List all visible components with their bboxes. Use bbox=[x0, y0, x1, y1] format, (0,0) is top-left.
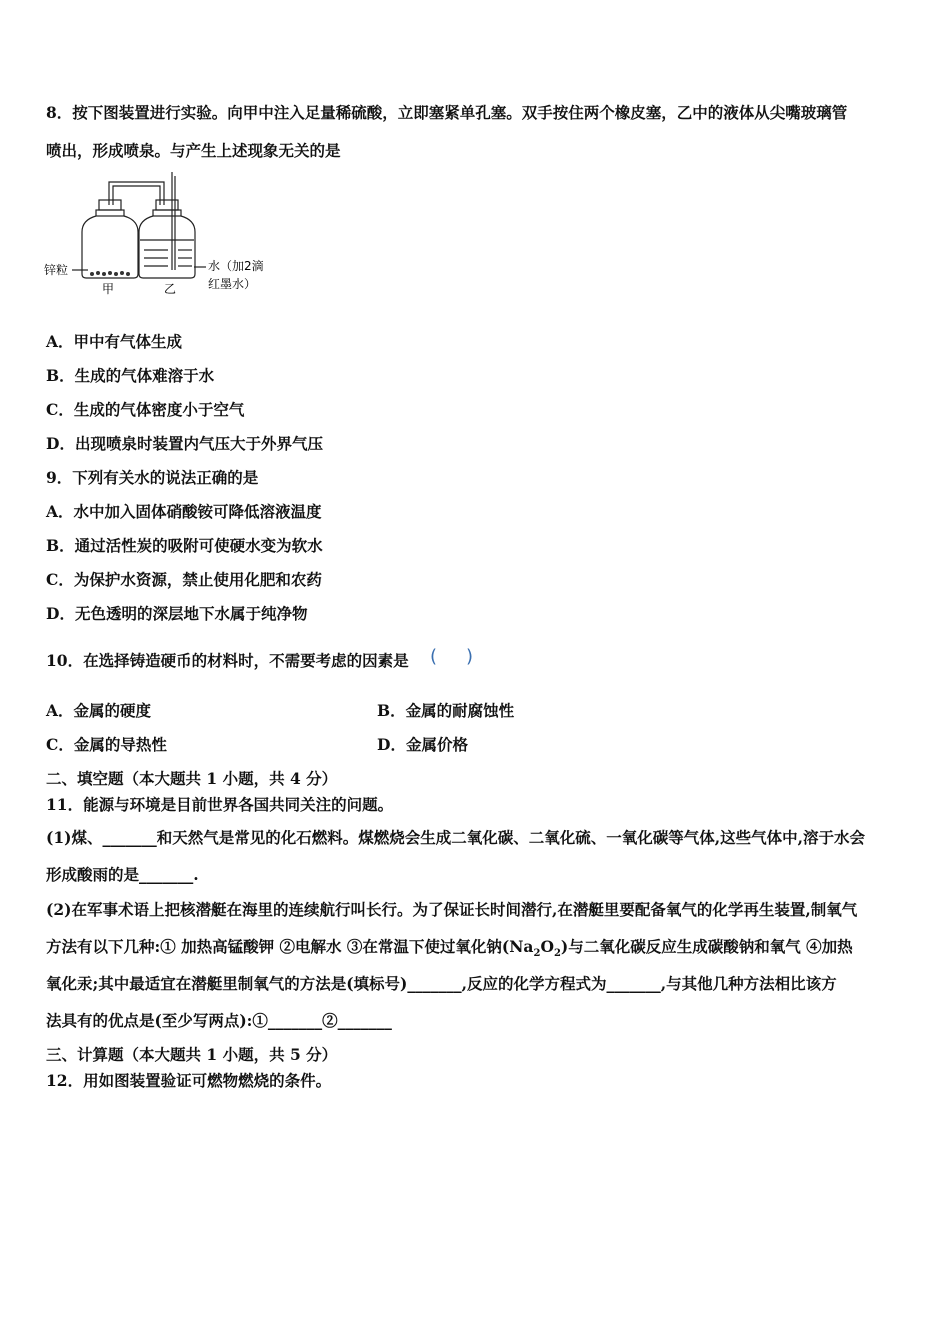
q11-part2-line1: (2)在军事术语上把核潜艇在海里的连续航行叫长行。为了保证长时间潜行,在潜艇里要配备氧气的化学再生装置,制氧气 bbox=[46, 900, 858, 919]
q8-apparatus-figure bbox=[44, 170, 284, 298]
q8-option-d: D．出现喷泉时装置内气压大于外界气压 bbox=[46, 434, 323, 453]
q11-part2-line2-b: )与二氧化碳反应生成碳酸钠和氧气 ④加热 bbox=[560, 937, 853, 956]
q11-part2-line2-a: 方法有以下几种:① 加热高锰酸钾 ②电解水 ③在常温下使过氧化钠(Na bbox=[46, 937, 534, 956]
label-water-2: 红墨水） bbox=[208, 277, 257, 291]
q10-stem: 10．在选择铸造硬币的材料时，不需要考虑的因素是 bbox=[46, 651, 409, 670]
q12-stem: 12．用如图装置验证可燃物燃烧的条件。 bbox=[46, 1071, 332, 1090]
q9-stem: 9．下列有关水的说法正确的是 bbox=[46, 468, 259, 487]
q8-option-b: B．生成的气体难溶于水 bbox=[46, 366, 215, 385]
q11-part2-line3: 氧化汞;其中最适宜在潜艇里制氧气的方法是(填标号)_______,反应的化学方程式为_______,与其他几种方法相比该方 bbox=[46, 974, 837, 993]
q10-option-c: C．金属的导热性 bbox=[46, 735, 167, 754]
q8-stem-line1: 8．按下图装置进行实验。向甲中注入足量稀硫酸，立即塞紧单孔塞。双手按住两个橡皮塞，乙中的液体从尖嘴玻璃管 bbox=[46, 103, 848, 122]
q11-part2-line2 bbox=[46, 937, 853, 964]
q9-option-a: A．水中加入固体硝酸铵可降低溶液温度 bbox=[46, 502, 322, 521]
q10-option-d: D．金属价格 bbox=[377, 735, 468, 754]
q10-paren-close: ) bbox=[466, 646, 474, 667]
q10-paren-open: ( bbox=[430, 646, 438, 667]
q10-option-a: A．金属的硬度 bbox=[46, 701, 152, 720]
q9-option-d: D．无色透明的深层地下水属于纯净物 bbox=[46, 604, 308, 623]
section2-heading: 二、填空题（本大题共 1 小题，共 4 分） bbox=[46, 769, 338, 788]
label-jia: 甲 bbox=[102, 282, 115, 296]
q11-part1-line2: 形成酸雨的是_______. bbox=[46, 865, 199, 884]
label-zinc: 锌粒 bbox=[44, 263, 69, 277]
q9-option-c: C．为保护水资源，禁止使用化肥和农药 bbox=[46, 570, 322, 589]
q10-option-b: B．金属的耐腐蚀性 bbox=[377, 701, 515, 720]
section3-heading: 三、计算题（本大题共 1 小题，共 5 分） bbox=[46, 1045, 338, 1064]
label-water-1: 水（加2滴 bbox=[208, 259, 264, 273]
q8-stem-line2: 喷出，形成喷泉。与产生上述现象无关的是 bbox=[46, 141, 341, 160]
q8-option-c: C．生成的气体密度小于空气 bbox=[46, 400, 245, 419]
na2o2-o: O bbox=[540, 937, 554, 956]
na2o2-subscript-1: 2 bbox=[533, 948, 541, 960]
q11-part2-line4: 法具有的优点是(至少写两点):①_______②_______ bbox=[46, 1011, 392, 1030]
q11-stem: 11．能源与环境是目前世界各国共同关注的问题。 bbox=[46, 795, 394, 814]
label-yi: 乙 bbox=[164, 282, 177, 296]
q8-option-a: A．甲中有气体生成 bbox=[46, 332, 183, 351]
q11-part1-line1: (1)煤、_______和天然气是常见的化石燃料。煤燃烧会生成二氧化碳、二氧化硫、一氧化碳等气体,这些气体中,溶于水会 bbox=[46, 828, 865, 847]
q9-option-b: B．通过活性炭的吸附可使硬水变为软水 bbox=[46, 536, 323, 555]
na2o2-subscript-2: 2 bbox=[553, 948, 561, 960]
